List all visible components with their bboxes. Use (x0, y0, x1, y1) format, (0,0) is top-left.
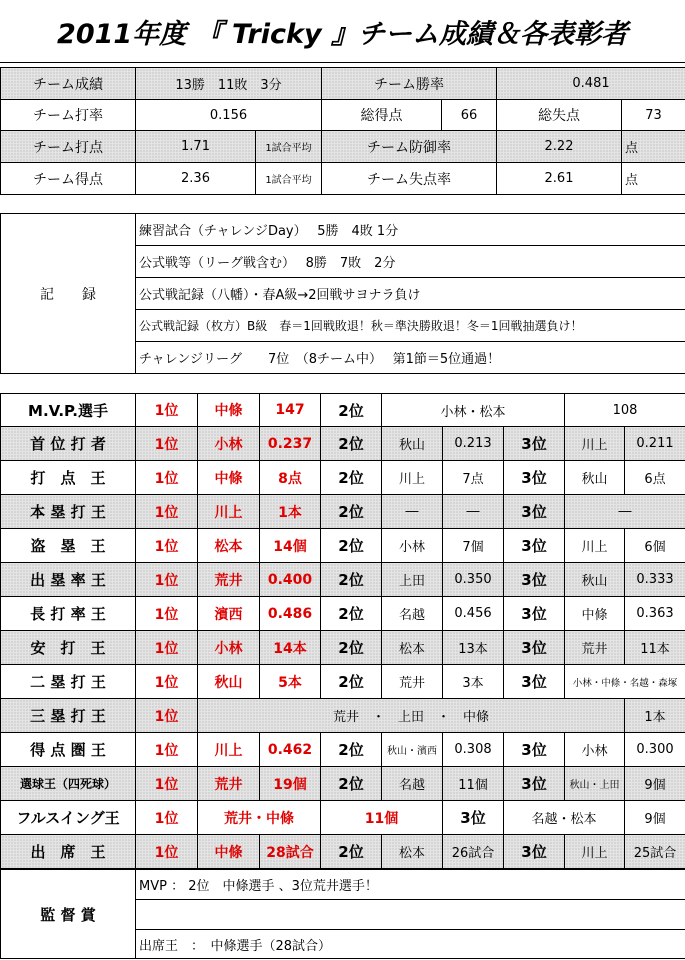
avg-value: 0.156 (136, 100, 322, 131)
value-1: 28試合 (260, 835, 321, 869)
winner-3: 中條 (565, 597, 625, 631)
score-value: 2.36 (136, 163, 256, 195)
record-label: チーム成績 (1, 68, 136, 100)
rank-3: 3位 (504, 767, 565, 801)
winner-2: 荒井 (382, 665, 443, 699)
winner-3: 名越・松本 (504, 801, 625, 835)
value-3: 9個 (625, 801, 685, 835)
page-title: 2011年度 『 Tricky 』チーム成績＆各表彰者 (0, 0, 685, 63)
award-title: 打 点 王 (1, 461, 136, 495)
rank-1: 1位 (136, 631, 198, 665)
awards-table (0, 393, 685, 869)
rank-1: 1位 (136, 563, 198, 597)
winner-1: 秋山 (198, 665, 260, 699)
team-summary-table (0, 67, 685, 195)
rank-2: 2位 (321, 461, 382, 495)
rank-3: 3位 (504, 631, 565, 665)
lost-value: 2.61 (497, 163, 622, 195)
rank-2: 2位 (321, 394, 382, 427)
winner-1: 小林 (198, 427, 260, 461)
winner-3: 荒井 (565, 631, 625, 665)
value-2: 13本 (443, 631, 504, 665)
runs-value: 66 (442, 100, 497, 131)
value-2: 0.213 (443, 427, 504, 461)
rank-2: 2位 (321, 427, 382, 461)
value-3: 11本 (625, 631, 685, 665)
award-title: 二 塁 打 王 (1, 665, 136, 699)
value-2: 7個 (443, 529, 504, 563)
rank-2: 2位 (321, 835, 382, 869)
value-1: 8点 (260, 461, 321, 495)
value-1: 147 (260, 394, 321, 427)
value-1: 0.462 (260, 733, 321, 767)
rank-3: 3位 (504, 597, 565, 631)
winner-1: 川上 (198, 495, 260, 529)
award-title: 出 塁 率 王 (1, 563, 136, 597)
per-game-note-1: 1試合平均 (256, 131, 322, 163)
winner-3: 川上 (565, 529, 625, 563)
winner-2: 上田 (382, 563, 443, 597)
value-1: 5本 (260, 665, 321, 699)
value-2: 7点 (443, 461, 504, 495)
records-table (0, 213, 685, 374)
winner-1: 荒井 (198, 767, 260, 801)
manager-line-2 (136, 900, 685, 930)
record-line: 公式戦等（リーグ戦含む） 8勝 7敗 2分 (136, 246, 685, 278)
winner-3: 小林・中條・名越・森塚 (565, 665, 685, 699)
award-title: 三 塁 打 王 (1, 699, 136, 733)
award-title: 得 点 圏 王 (1, 733, 136, 767)
allowed-value: 73 (622, 100, 685, 131)
rank-1: 1位 (136, 699, 198, 733)
manager-line-3: 出席王 ： 中條選手（28試合） (136, 930, 685, 959)
rank-2: 2位 (321, 529, 382, 563)
rank-1: 1位 (136, 801, 198, 835)
value-1: 14本 (260, 631, 321, 665)
value-3: 6点 (625, 461, 685, 495)
rank-2: 2位 (321, 767, 382, 801)
rank-2: 2位 (321, 631, 382, 665)
award-title: フルスイング王 (1, 801, 136, 835)
award-title: M.V.P.選手 (1, 394, 136, 427)
value-1: 19個 (260, 767, 321, 801)
winner-2: 秋山・濱西 (382, 733, 443, 767)
winner-1: 濱西 (198, 597, 260, 631)
rank-3: 3位 (504, 733, 565, 767)
winner-1: 荒井 (198, 563, 260, 597)
award-title: 選球王（四死球） (1, 767, 136, 801)
value-1: 1本 (260, 495, 321, 529)
winner-2: 松本 (382, 835, 443, 869)
winner-3: 小林 (565, 733, 625, 767)
winrate-label: チーム勝率 (322, 68, 497, 100)
winner-3: 川上 (565, 835, 625, 869)
winner-2: 名越 (382, 767, 443, 801)
rank-1: 1位 (136, 665, 198, 699)
rank-1: 1位 (136, 495, 198, 529)
value-2: 0.456 (443, 597, 504, 631)
rank-3: 3位 (504, 835, 565, 869)
value-1: 0.237 (260, 427, 321, 461)
value-2: 0.350 (443, 563, 504, 597)
rank-2: 2位 (321, 563, 382, 597)
winner-3: 川上 (565, 427, 625, 461)
lost-unit: 点 (622, 163, 685, 195)
era-unit: 点 (622, 131, 685, 163)
winner-2: 小林・松本 (382, 394, 565, 427)
rank-1: 1位 (136, 427, 198, 461)
rank-3: 3位 (443, 801, 504, 835)
value-2: 3本 (443, 665, 504, 699)
per-game-note-2: 1試合平均 (256, 163, 322, 195)
rbi-value: 1.71 (136, 131, 256, 163)
winner-3: 秋山 (565, 563, 625, 597)
winner-2: 小林 (382, 529, 443, 563)
rank-1: 1位 (136, 461, 198, 495)
winner-1: 荒井 ・ 上田 ・ 中條 (198, 699, 625, 733)
rank-2: 2位 (321, 665, 382, 699)
value-3: 9個 (625, 767, 685, 801)
rank-2: 2位 (321, 495, 382, 529)
value-1: 0.400 (260, 563, 321, 597)
value-2: 26試合 (443, 835, 504, 869)
rank-1: 1位 (136, 394, 198, 427)
rank-2: 2位 (321, 597, 382, 631)
value-3: 0.211 (625, 427, 685, 461)
winner-2: 名越 (382, 597, 443, 631)
value-1: 11個 (321, 801, 443, 835)
value-3: 6個 (625, 529, 685, 563)
lost-label: チーム失点率 (322, 163, 497, 195)
award-title: 盗 塁 王 (1, 529, 136, 563)
value-2: ― (443, 495, 504, 529)
winner-2: 川上 (382, 461, 443, 495)
winner-2: 松本 (382, 631, 443, 665)
value-3: 0.363 (625, 597, 685, 631)
manager-award-table (0, 869, 685, 959)
award-title: 首 位 打 者 (1, 427, 136, 461)
record-line: 公式戦記録（枚方）B級 春＝1回戦敗退！秋＝準決勝敗退！冬＝1回戦抽選負け！ (136, 310, 685, 342)
winner-3: ― (565, 495, 685, 529)
rank-3: 3位 (504, 427, 565, 461)
award-title: 出 席 王 (1, 835, 136, 869)
record-line: 公式戦記録（八幡）・春A級→2回戦サヨナラ負け (136, 278, 685, 310)
manager-line-1: MVP ： 2位 中條選手 、3位荒井選手！ (136, 870, 685, 900)
value-1: 0.486 (260, 597, 321, 631)
records-label: 記 録 (1, 214, 136, 374)
rank-1: 1位 (136, 767, 198, 801)
rank-3: 3位 (504, 495, 565, 529)
allowed-label: 総失点 (497, 100, 622, 131)
rank-1: 1位 (136, 835, 198, 869)
avg-label: チーム打率 (1, 100, 136, 131)
rbi-label: チーム打点 (1, 131, 136, 163)
winner-3: 秋山・上田 (565, 767, 625, 801)
winner-2: 秋山 (382, 427, 443, 461)
winner-3: 秋山 (565, 461, 625, 495)
manager-award-label: 監 督 賞 (1, 870, 136, 959)
record-line: 練習試合（チャレンジDay） 5勝 4敗 1分 (136, 214, 685, 246)
value-3: 25試合 (625, 835, 685, 869)
value-3: 0.333 (625, 563, 685, 597)
era-value: 2.22 (497, 131, 622, 163)
winner-1: 松本 (198, 529, 260, 563)
value-2: 0.308 (443, 733, 504, 767)
winrate-value: 0.481 (497, 68, 685, 100)
winner-1: 中條 (198, 394, 260, 427)
rank-3: 3位 (504, 529, 565, 563)
rank-3: 3位 (504, 563, 565, 597)
value-2: 11個 (443, 767, 504, 801)
rank-1: 1位 (136, 529, 198, 563)
value-2: 108 (565, 394, 685, 427)
era-label: チーム防御率 (322, 131, 497, 163)
award-title: 安 打 王 (1, 631, 136, 665)
winner-2: ― (382, 495, 443, 529)
rank-1: 1位 (136, 733, 198, 767)
value-3: 0.300 (625, 733, 685, 767)
winner-1: 中條 (198, 461, 260, 495)
award-title: 長 打 率 王 (1, 597, 136, 631)
value-1: 1本 (625, 699, 685, 733)
record-line: チャレンジリーグ 7位 （8チーム中） 第1節＝5位通過！ (136, 342, 685, 374)
winner-1: 荒井・中條 (198, 801, 321, 835)
rank-2: 2位 (321, 733, 382, 767)
rank-3: 3位 (504, 665, 565, 699)
winner-1: 小林 (198, 631, 260, 665)
award-title: 本 塁 打 王 (1, 495, 136, 529)
record-value: 13勝 11敗 3分 (136, 68, 322, 100)
runs-label: 総得点 (322, 100, 442, 131)
winner-1: 中條 (198, 835, 260, 869)
rank-3: 3位 (504, 461, 565, 495)
rank-1: 1位 (136, 597, 198, 631)
winner-1: 川上 (198, 733, 260, 767)
score-label: チーム得点 (1, 163, 136, 195)
value-1: 14個 (260, 529, 321, 563)
